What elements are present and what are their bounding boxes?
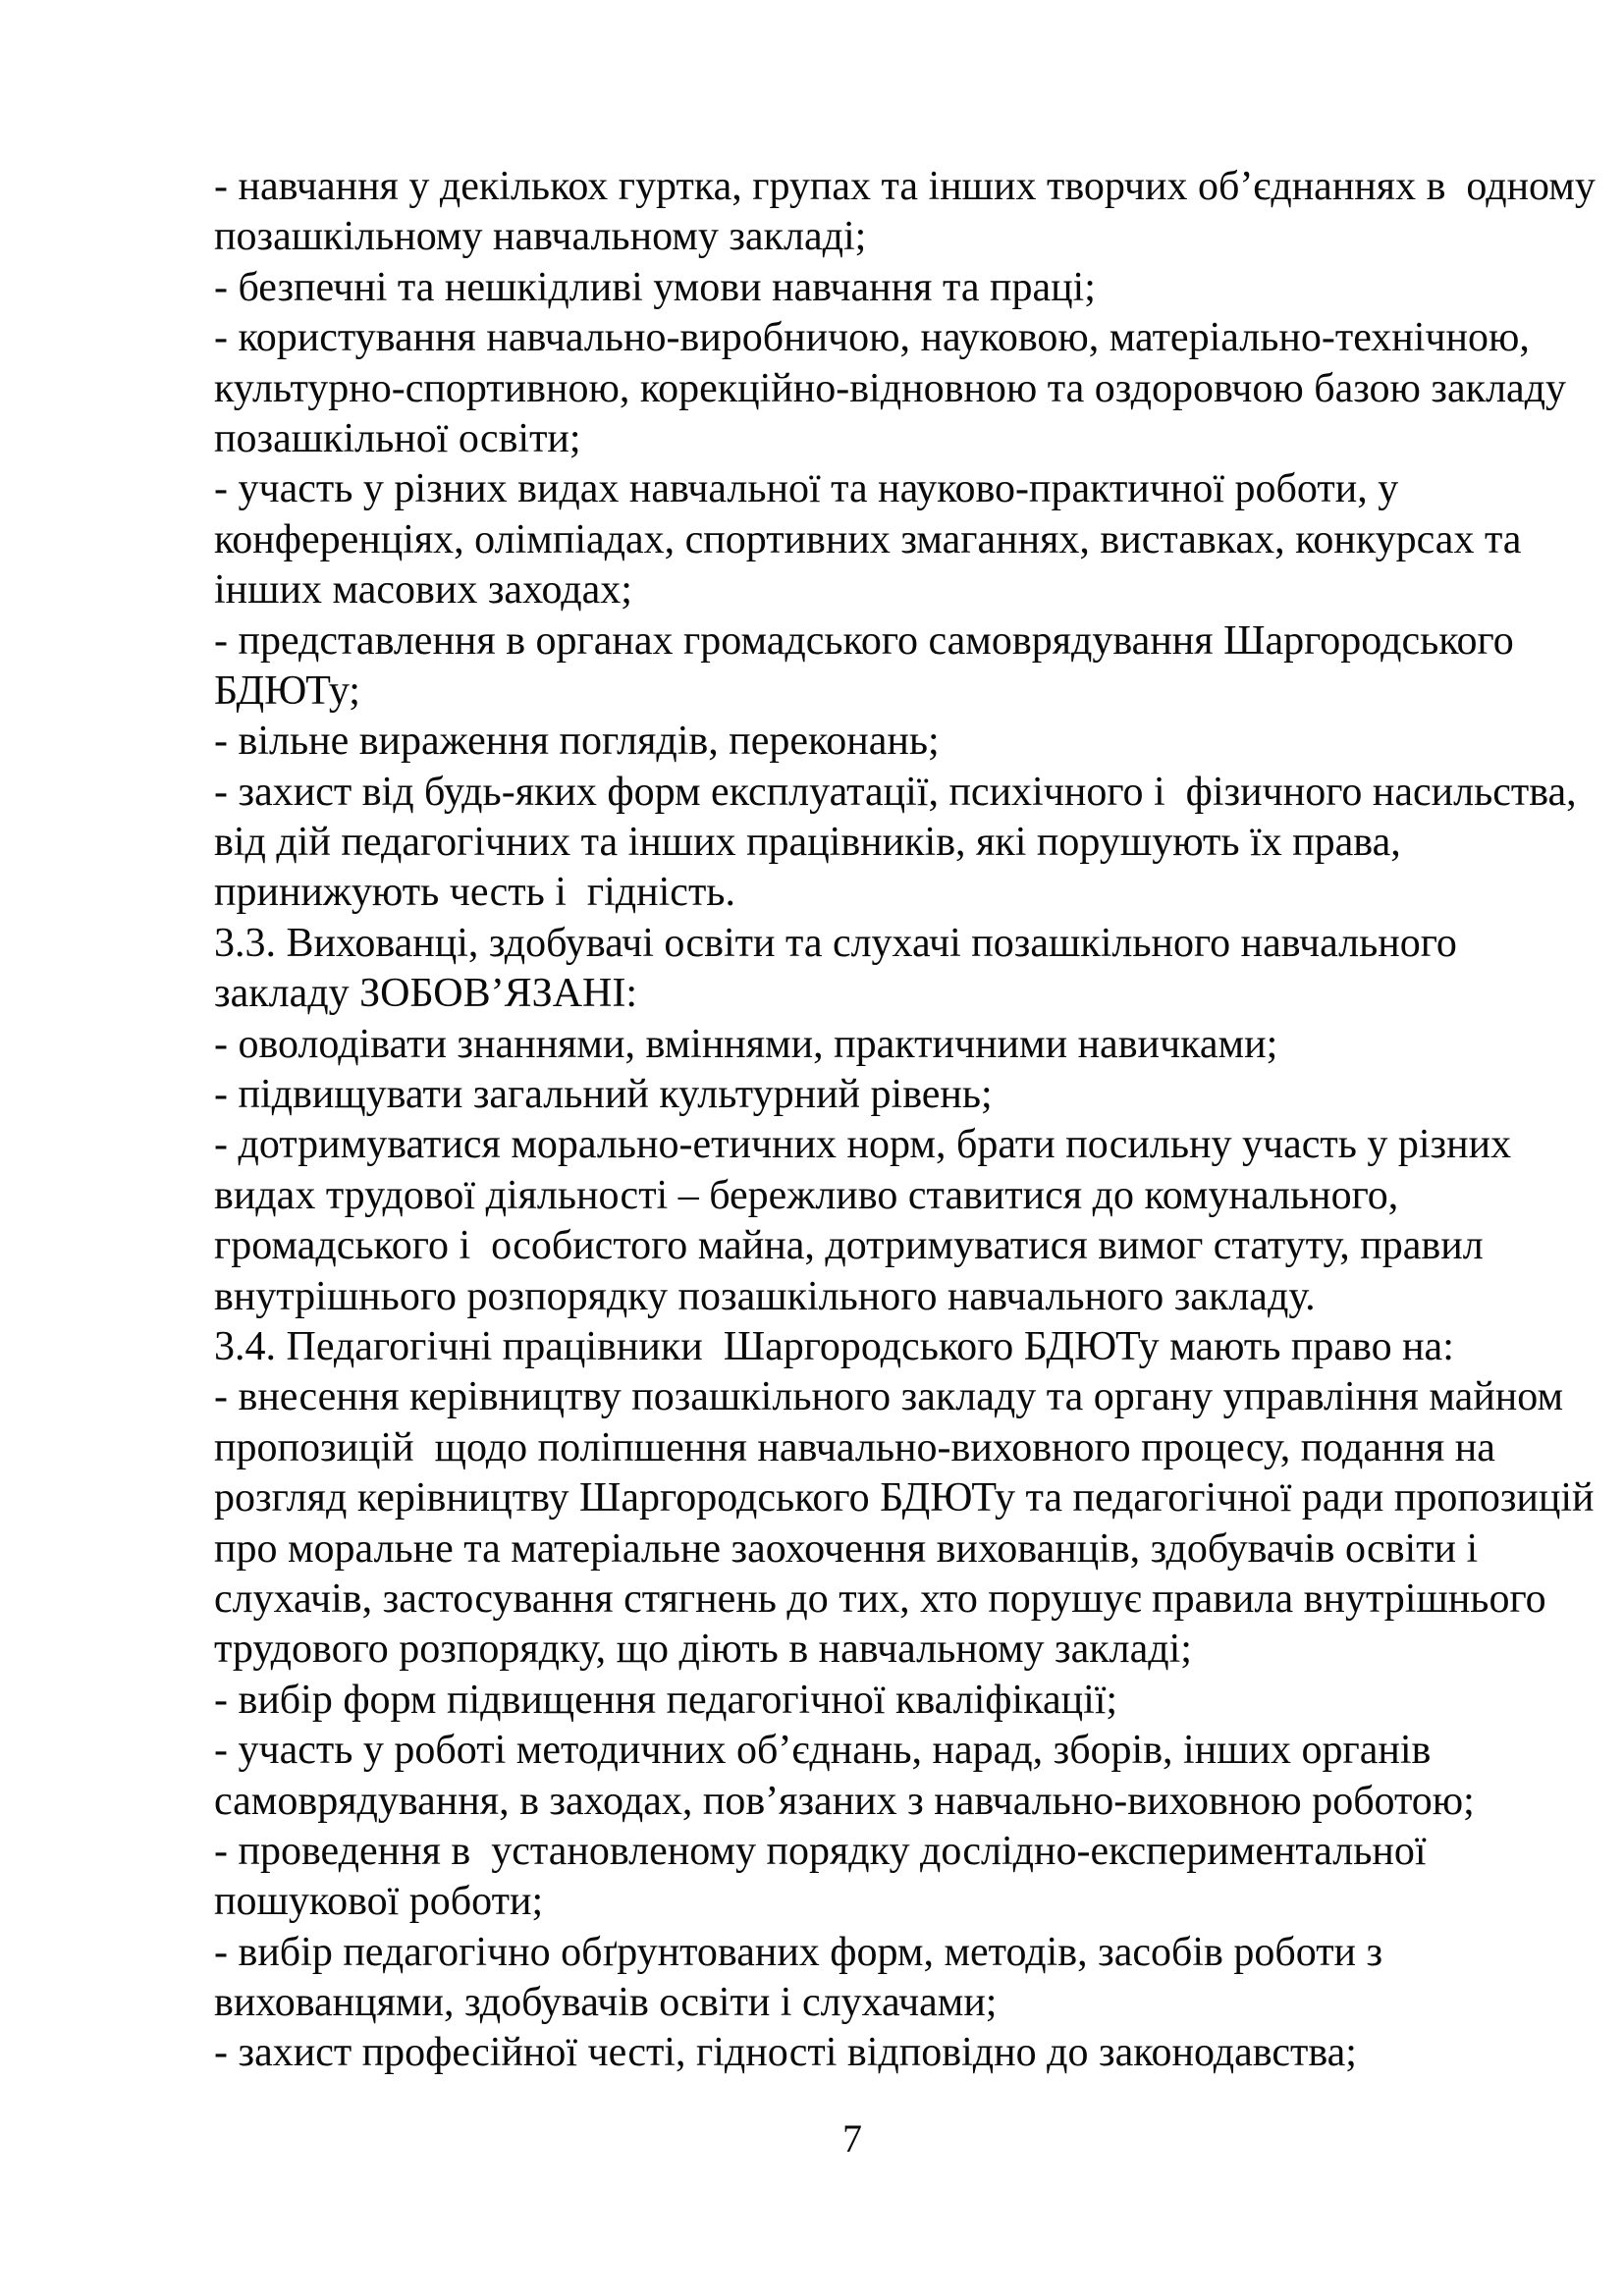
text-line: 3.3. Вихованці, здобувачі освіти та слухачі позашкільного навчального — [214, 920, 1457, 966]
text-line: закладу ЗОБОВ’ЯЗАНІ: — [214, 971, 638, 1017]
text-line: пропозицій щодо поліпшення навчально-виховного процесу, подання на — [214, 1424, 1495, 1470]
text-line: - вільне вираження поглядів, переконань; — [214, 719, 940, 765]
text-line: - захист від будь-яких форм експлуатації, психічного і фізичного насильства, — [214, 769, 1577, 815]
document-body-text — [214, 162, 1596, 2079]
text-line: вихованцями, здобувачів освіти і слухачами; — [214, 1980, 998, 2026]
text-line: - підвищувати загальний культурний рівень; — [214, 1072, 993, 1118]
text-line: трудового розпорядку, що діють в навчальному закладі; — [214, 1627, 1192, 1673]
text-line: самоврядування, в заходах, пов’язаних з навчально-виховною роботою; — [214, 1778, 1475, 1824]
text-line: позашкільної освіти; — [214, 415, 581, 461]
text-line: видах трудової діяльності – бережливо ставитися до комунального, — [214, 1172, 1399, 1218]
text-line: - користування навчально-виробничою, науковою, матеріально-технічною, — [214, 315, 1530, 361]
text-line: інших масових заходах; — [214, 567, 632, 614]
text-line: позашкільному навчальному закладі; — [214, 214, 867, 260]
text-line: 3.4. Педагогічні працівники Шаргородського БДЮТу мають право на: — [214, 1323, 1454, 1369]
text-line: - участь у роботі методичних об’єднань, нарад, зборів, інших органів — [214, 1728, 1432, 1774]
text-line: - захист професійної честі, гідності відповідно до законодавства; — [214, 2030, 1357, 2076]
text-line: - оволодівати знаннями, вміннями, практичними навичками; — [214, 1021, 1278, 1067]
text-line: - безпечні та нешкідливі умови навчання та праці; — [214, 264, 1096, 310]
text-line: культурно-спортивною, корекційно-відновною та оздоровчою базою закладу — [214, 365, 1567, 411]
text-line: слухачів, застосування стягнень до тих, хто порушує правила внутрішнього — [214, 1575, 1546, 1622]
text-line: - внесення керівництву позашкільного закладу та органу управління майном — [214, 1374, 1564, 1420]
text-line: БДЮТу; — [214, 667, 360, 714]
text-line: внутрішнього розпорядку позашкільного навчального закладу. — [214, 1273, 1316, 1319]
text-line: пошукової роботи; — [214, 1879, 544, 1925]
text-line: - участь у різних видах навчальної та науково-практичної роботи, у — [214, 466, 1399, 512]
text-line: від дій педагогічних та інших працівників, які порушують їх права, — [214, 820, 1401, 866]
text-line: - дотримуватися морально-етичних норм, брати посильну участь у різних — [214, 1122, 1512, 1168]
text-line: про моральне та матеріальне заохочення вихованців, здобувачів освіти і — [214, 1525, 1479, 1572]
page-number: 7 — [842, 2116, 862, 2161]
text-line: громадського і особистого майна, дотримуватися вимог статуту, правил — [214, 1223, 1484, 1269]
text-line: - навчання у декількох гуртка, групах та інших творчих об’єднаннях в одному — [214, 164, 1596, 209]
text-line: розгляд керівництву Шаргородського БДЮТу та педагогічної ради пропозицій — [214, 1475, 1595, 1522]
text-line: - представлення в органах громадського самоврядування Шаргородського — [214, 617, 1514, 664]
text-line: - проведення в установленому порядку дослідно-експериментальної — [214, 1828, 1427, 1874]
text-line: - вибір форм підвищення педагогічної кваліфікації; — [214, 1677, 1118, 1723]
text-line: принижують честь і гідність. — [214, 870, 735, 916]
text-line: конференціях, олімпіадах, спортивних змаганнях, виставках, конкурсах та — [214, 516, 1522, 562]
text-line: - вибір педагогічно обґрунтованих форм, методів, засобів роботи з — [214, 1929, 1383, 1975]
